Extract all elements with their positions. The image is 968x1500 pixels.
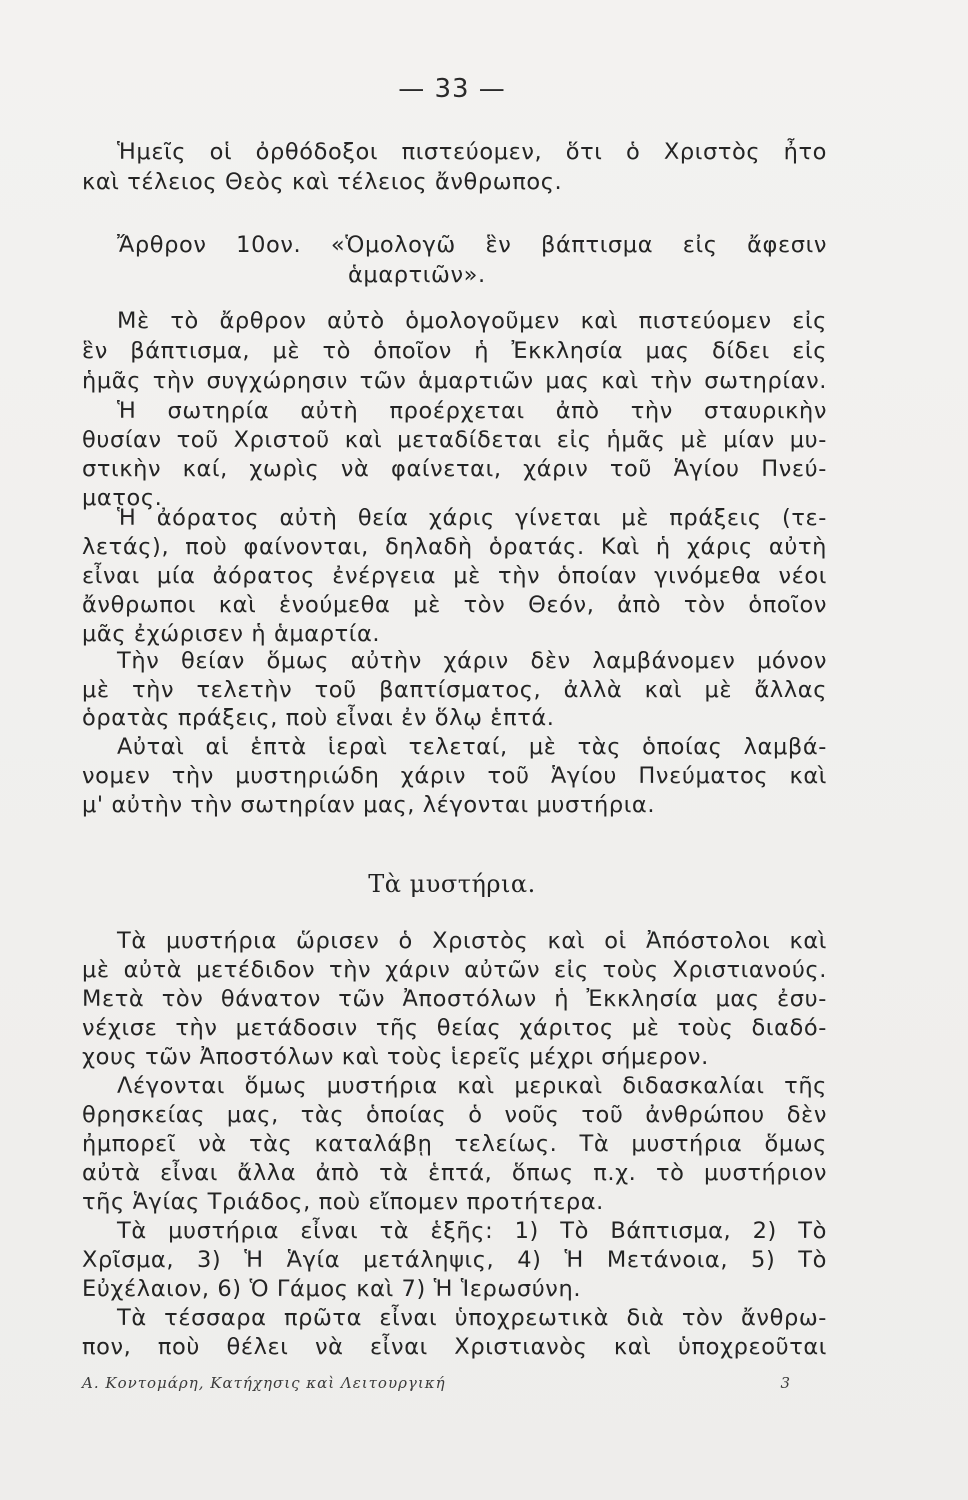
text-line: μ' αὐτὴν τὴν σωτηρίαν μας, λέγονται μυστήρια. <box>82 792 656 818</box>
text-line: Τὰ μυστήρια ὥρισεν ὁ Χριστὸς καὶ οἱ Ἀπόστολοι καὶ <box>117 928 827 954</box>
text-line: Ἡ ἀόρατος αὐτὴ θεία χάρις γίνεται μὲ πράξεις (τε- <box>117 505 827 531</box>
text-line: Μετὰ τὸν θάνατον τῶν Ἀποστόλων ἡ Ἐκκλησία μας ἐσυ- <box>82 986 827 1012</box>
text-line: μὲ αὐτὰ μετέδιδον τὴν χάριν αὐτῶν εἰς τοὺς Χριστιανούς. <box>82 957 827 983</box>
text-line: μὲ τὴν τελετὴν τοῦ βαπτίσματος, ἀλλὰ καὶ μὲ ἄλλας <box>82 677 827 703</box>
text-line: ἓν βάπτισμα, μὲ τὸ ὁποῖον ἡ Ἐκκλησία μας δίδει εἰς <box>82 338 827 364</box>
text-line: καὶ τέλειος Θεὸς καὶ τέλειος ἄνθρωπος. <box>82 169 563 195</box>
text-line: Ἡμεῖς οἱ ὀρθόδοξοι πιστεύομεν, ὅτι ὁ Χριστὸς ἦτο <box>117 139 827 165</box>
text-line: Εὐχέλαιον, 6) Ὁ Γάμος καὶ 7) Ἡ Ἱερωσύνη. <box>82 1276 582 1302</box>
text-line: Τὴν θείαν ὅμως αὐτὴν χάριν δὲν λαμβάνομεν μόνον <box>117 648 827 674</box>
text-line: Αὐταὶ αἱ ἑπτὰ ἱεραὶ τελεταί, μὲ τὰς ὁποίας λαμβά- <box>117 734 827 760</box>
text-line: ὁρατὰς πράξεις, ποὺ εἶναι ἐν ὅλῳ ἑπτά. <box>82 705 555 731</box>
text-line: θρησκείας μας, τὰς ὁποίας ὁ νοῦς τοῦ ἀνθρώπου δὲν <box>82 1102 827 1128</box>
text-line: αὐτὰ εἶναι ἄλλα ἀπὸ τὰ ἑπτά, ὅπως π.χ. τὸ μυστήριον <box>82 1160 827 1186</box>
text-line: Τὰ τέσσαρα πρῶτα εἶναι ὑποχρεωτικὰ διὰ τὸν ἄνθρω- <box>117 1305 827 1331</box>
section-heading: Τὰ μυστήρια. <box>368 870 536 898</box>
text-line: τῆς Ἁγίας Τριάδος, ποὺ εἴπομεν προτήτερα. <box>82 1189 604 1215</box>
text-line: Ἡ σωτηρία αὐτὴ προέρχεται ἀπὸ τὴν σταυρικὴν <box>117 398 827 424</box>
text-line: Λέγονται ὅμως μυστήρια καὶ μερικαὶ διδασκαλίαι τῆς <box>117 1073 827 1099</box>
text-line: μᾶς ἐχώρισεν ἡ ἁμαρτία. <box>82 621 381 647</box>
text-line: εἶναι μία ἀόρατος ἐνέργεια μὲ τὴν ὁποίαν γινόμεθα νέοι <box>82 563 827 589</box>
text-line: Τὰ μυστήρια εἶναι τὰ ἑξῆς: 1) Τὸ Βάπτισμα, 2) Τὸ <box>117 1218 827 1244</box>
page-footer <box>82 1374 827 1392</box>
text-line: θυσίαν τοῦ Χριστοῦ καὶ μεταδίδεται εἰς ἡμᾶς μὲ μίαν μυ- <box>82 427 827 453</box>
text-line: νέχισε τὴν μετάδοσιν τῆς θείας χάριτος μὲ τοὺς διαδό- <box>82 1015 827 1041</box>
text-line: στικὴν καί, χωρὶς νὰ φαίνεται, χάριν τοῦ Ἁγίου Πνεύ- <box>82 456 827 482</box>
text-line: Χρῖσμα, 3) Ἡ Ἁγία μετάληψις, 4) Ἡ Μετάνοια, 5) Τὸ <box>82 1247 827 1273</box>
text-line: ματος. <box>82 485 163 511</box>
text-line: Ἄρθρον 10ον. «Ὁμολογῶ ἓν βάπτισμα εἰς ἄφεσιν <box>117 232 827 258</box>
text-line: πον, ποὺ θέλει νὰ εἶναι Χριστιανὸς καὶ ὑποχρεοῦται <box>82 1334 827 1360</box>
text-line: λετάς), ποὺ φαίνονται, δηλαδὴ ὁρατάς. Καὶ ἡ χάρις αὐτὴ <box>82 534 827 560</box>
page-number: — 33 — <box>398 74 506 104</box>
signature-mark: 3 <box>780 1374 791 1392</box>
text-line: χους τῶν Ἀποστόλων καὶ τοὺς ἱερεῖς μέχρι σήμερον. <box>82 1044 709 1070</box>
text-line: ἁμαρτιῶν». <box>348 262 486 288</box>
text-line: ἠμπορεῖ νὰ τὰς καταλάβῃ τελείως. Τὰ μυστήρια ὅμως <box>82 1131 827 1157</box>
text-line: ἡμᾶς τὴν συγχώρησιν τῶν ἁμαρτιῶν μας καὶ τὴν σωτηρίαν. <box>82 368 827 394</box>
text-line: νομεν τὴν μυστηριώδη χάριν τοῦ Ἁγίου Πνεύματος καὶ <box>82 763 827 789</box>
text-line: ἄνθρωποι καὶ ἑνούμεθα μὲ τὸν Θεόν, ἀπὸ τὸν ὁποῖον <box>82 592 827 618</box>
footer-text: Α. Κοντομάρη, Κατήχησις καὶ Λειτουργική <box>82 1374 446 1392</box>
text-line: Μὲ τὸ ἄρθρον αὐτὸ ὁμολογοῦμεν καὶ πιστεύομεν εἰς <box>117 308 827 334</box>
